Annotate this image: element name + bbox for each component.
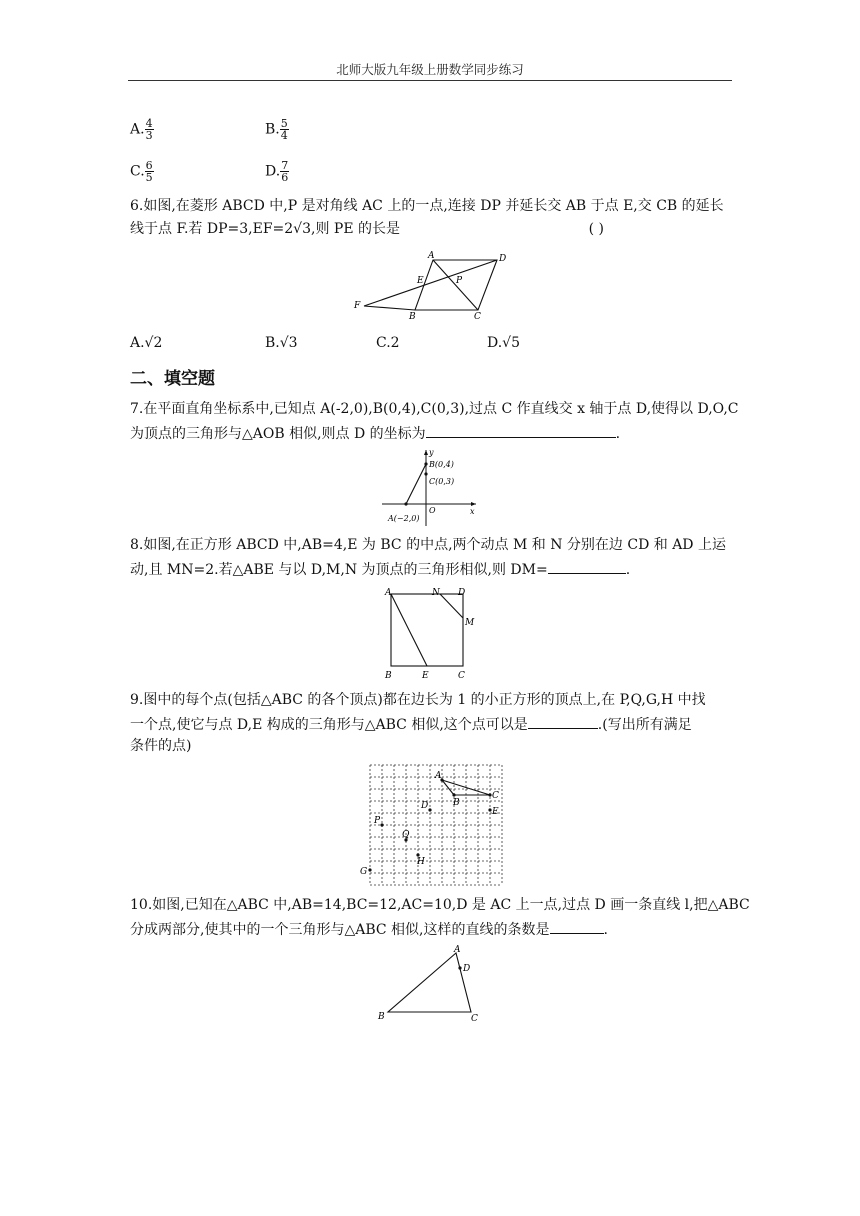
y-axis-arrow <box>424 450 428 455</box>
q6-option-c: C.2 <box>376 335 400 351</box>
label-c: C <box>492 791 499 801</box>
label-f: F <box>354 301 361 311</box>
label-e: E <box>492 807 499 817</box>
label-a: A <box>454 945 461 955</box>
label-p: P <box>374 816 381 826</box>
x-axis-arrow <box>471 502 476 506</box>
q6-rhombus-figure <box>350 250 520 322</box>
q6-answer-paren: ( ) <box>588 221 604 237</box>
q7-text-line1: 7.在平面直角坐标系中,已知点 A(-2,0),B(0,4),C(0,3),过点 C 作直线交 x 轴于点 D,使得以 D,O,C <box>130 401 739 417</box>
label-b: B <box>409 312 416 322</box>
q5-option-a: A. $\frac{4}{3}$ <box>130 117 153 142</box>
q8-text-line2: 动,且 MN=2.若△ABE 与以 D,M,N 为顶点的三角形相似,则 DM= . <box>130 558 732 580</box>
q6-option-a: A.√2 <box>130 335 163 351</box>
label-e: E <box>422 671 429 681</box>
label-h: H <box>417 857 425 867</box>
label-x: x <box>470 507 475 516</box>
point-b <box>424 462 427 465</box>
label-b: B <box>453 798 460 808</box>
q6-text-line2: 线于点 F.若 DP=3,EF=2√3,则 PE 的长是 ( ) <box>130 221 604 237</box>
q7-answer-blank[interactable] <box>426 422 616 438</box>
label-a: A <box>435 771 442 781</box>
q10-text-line1: 10.如图,已知在△ABC 中,AB=14,BC=12,AC=10,D 是 AC 上一点,过点 D 画一条直线 l,把△ABC <box>130 897 750 913</box>
q7-text-line2: 为顶点的三角形与△AOB 相似,则点 D 的坐标为 . <box>130 422 732 444</box>
q9-text-line3: 条件的点) <box>130 738 192 754</box>
q10-text-line2: 分成两部分,使其中的一个三角形与△ABC 相似,这样的直线的条数是 . <box>130 918 732 940</box>
q6-option-b: B.√3 <box>265 335 298 351</box>
label-e: E <box>417 276 424 286</box>
label-d: D <box>463 964 471 974</box>
q6-text-line1: 6.如图,在菱形 ABCD 中,P 是对角线 AC 上的一点,连接 DP 并延长交 AB 于点 E,交 CB 的延长 <box>130 198 724 214</box>
label-q: Q <box>402 830 410 840</box>
q9-text-line1: 9.图中的每个点(包括△ABC 的各个顶点)都在边长为 1 的小正方形的顶点上,在 P,Q,G,H 中找 <box>130 692 706 708</box>
triangle-abc <box>388 953 471 1012</box>
q5-option-c: C. $\frac{6}{5}$ <box>130 159 153 184</box>
q10-answer-blank[interactable] <box>550 918 604 934</box>
q7-coordinate-figure <box>378 446 480 528</box>
section-title: 二、填空题 <box>130 369 215 389</box>
q9-answer-blank[interactable] <box>528 713 598 729</box>
label-o: O <box>429 506 436 515</box>
label-y: y <box>429 448 434 457</box>
label-a: A <box>428 251 435 261</box>
segment-ae <box>391 594 427 666</box>
label-c: C <box>471 1014 478 1024</box>
q5-option-d: D. $\frac{7}{6}$ <box>265 159 289 184</box>
label-b: B <box>378 1012 385 1022</box>
point-p <box>380 823 383 826</box>
label-c: C <box>458 671 465 681</box>
square-abcd <box>391 594 463 666</box>
label-d: D <box>421 801 429 811</box>
header-divider <box>128 80 732 81</box>
q9-text-line2: 一个点,使它与点 D,E 构成的三角形与△ABC 相似,这个点可以是 .(写出所有满足 <box>130 713 732 735</box>
q5-option-b: B. $\frac{5}{4}$ <box>265 117 288 142</box>
label-c: C(0,3) <box>429 477 455 486</box>
point-c <box>424 472 427 475</box>
label-d: D <box>458 588 466 598</box>
label-n: N <box>432 588 440 598</box>
label-m: M <box>465 618 475 628</box>
label-b: B(0,4) <box>429 460 454 469</box>
point-g <box>368 868 371 871</box>
label-b: B <box>385 671 392 681</box>
label-p: P <box>456 276 463 286</box>
dashed-grid <box>370 765 502 885</box>
label-c: C <box>474 312 481 322</box>
q8-text-line1: 8.如图,在正方形 ABCD 中,AB=4,E 为 BC 的中点,两个动点 M 和 N 分别在边 CD 和 AD 上运 <box>130 537 726 553</box>
q8-square-figure <box>382 586 482 682</box>
point-b <box>452 793 455 796</box>
q9-grid-figure <box>356 760 506 888</box>
q6-option-d: D.√5 <box>487 335 521 351</box>
point-a <box>404 502 407 505</box>
label-a: A(−2,0) <box>388 514 420 523</box>
point-d <box>458 966 461 969</box>
q10-triangle-figure <box>374 944 486 1024</box>
page-header: 北师大版九年级上册数学同步练习 <box>336 62 524 77</box>
line-fb <box>364 306 415 310</box>
label-a: A <box>385 588 392 598</box>
label-d: D <box>499 254 507 264</box>
q8-answer-blank[interactable] <box>548 558 626 574</box>
point-d <box>428 808 431 811</box>
label-g: G <box>360 867 368 877</box>
segment-ab <box>406 464 426 504</box>
